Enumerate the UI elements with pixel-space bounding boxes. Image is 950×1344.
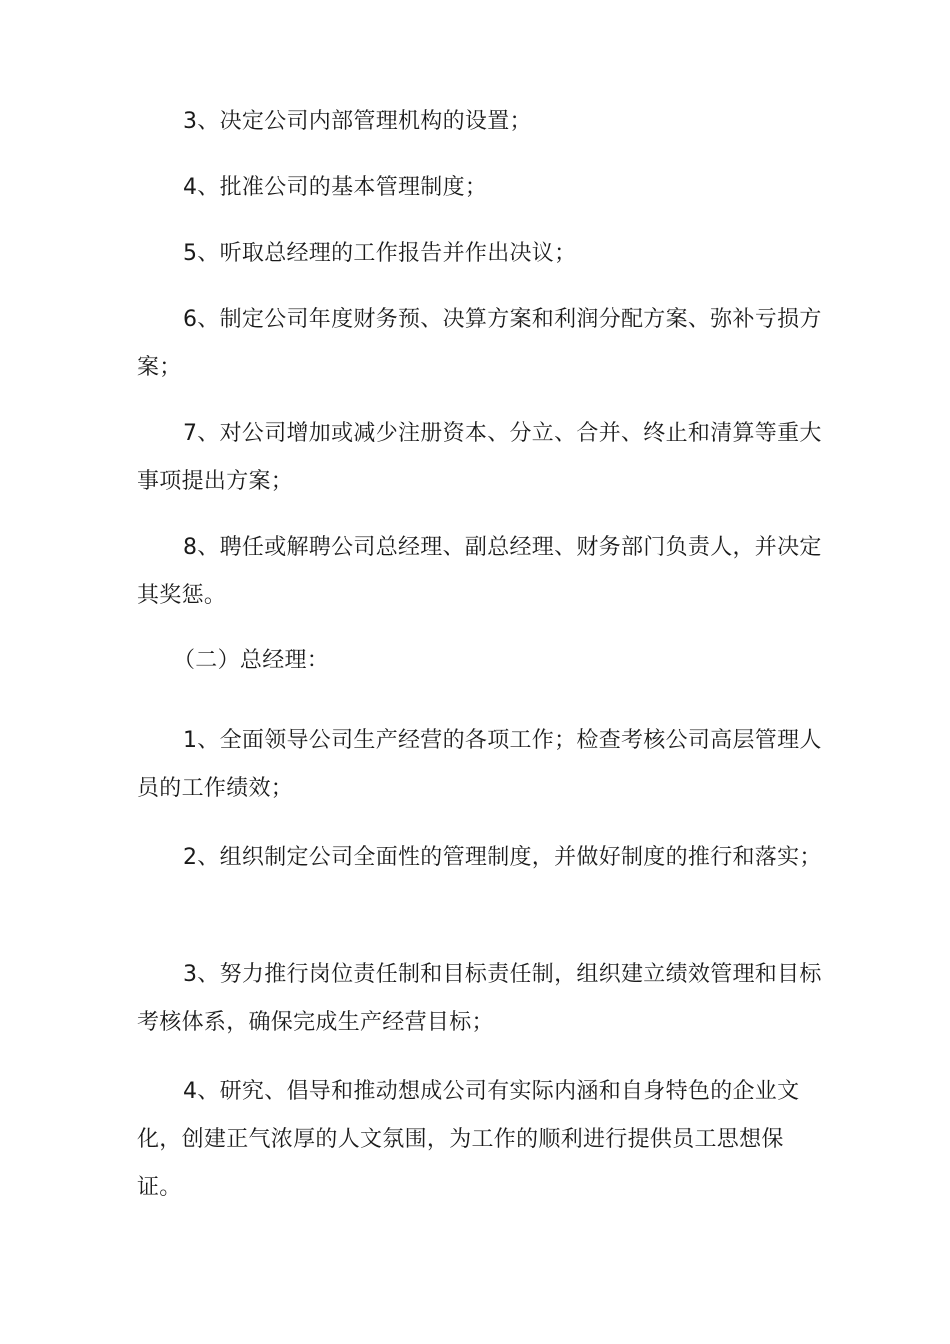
paragraph-item-7: 7、对公司增加或减少注册资本、分立、合并、终止和清算等重大事项提出方案； [137, 421, 822, 494]
paragraph-item-6: 6、制定公司年度财务预、决算方案和利润分配方案、弥补亏损方案； [137, 307, 822, 380]
paragraph-item-5: 5、听取总经理的工作报告并作出决议； [183, 241, 577, 266]
paragraph-gm-item-1: 1、全面领导公司生产经营的各项工作；检查考核公司高层管理人员的工作绩效； [137, 728, 822, 801]
paragraph-item-4: 4、批准公司的基本管理制度； [183, 175, 488, 200]
paragraph-item-3: 3、决定公司内部管理机构的设置； [183, 109, 532, 134]
paragraph-item-8: 8、聘任或解聘公司总经理、副总经理、财务部门负责人，并决定其奖惩。 [137, 535, 822, 608]
paragraph-gm-item-3: 3、努力推行岗位责任制和目标责任制，组织建立绩效管理和目标考核体系，确保完成生产经营目标； [137, 962, 822, 1035]
section-heading-general-manager: （二）总经理： [173, 648, 330, 673]
paragraph-gm-item-2: 2、组织制定公司全面性的管理制度，并做好制度的推行和落实； [183, 845, 822, 870]
paragraph-gm-item-4: 4、研究、倡导和推动想成公司有实际内涵和自身特色的企业文化，创建正气浓厚的人文氛围，为工作的顺利进行提供员工思想保证。 [137, 1079, 800, 1200]
